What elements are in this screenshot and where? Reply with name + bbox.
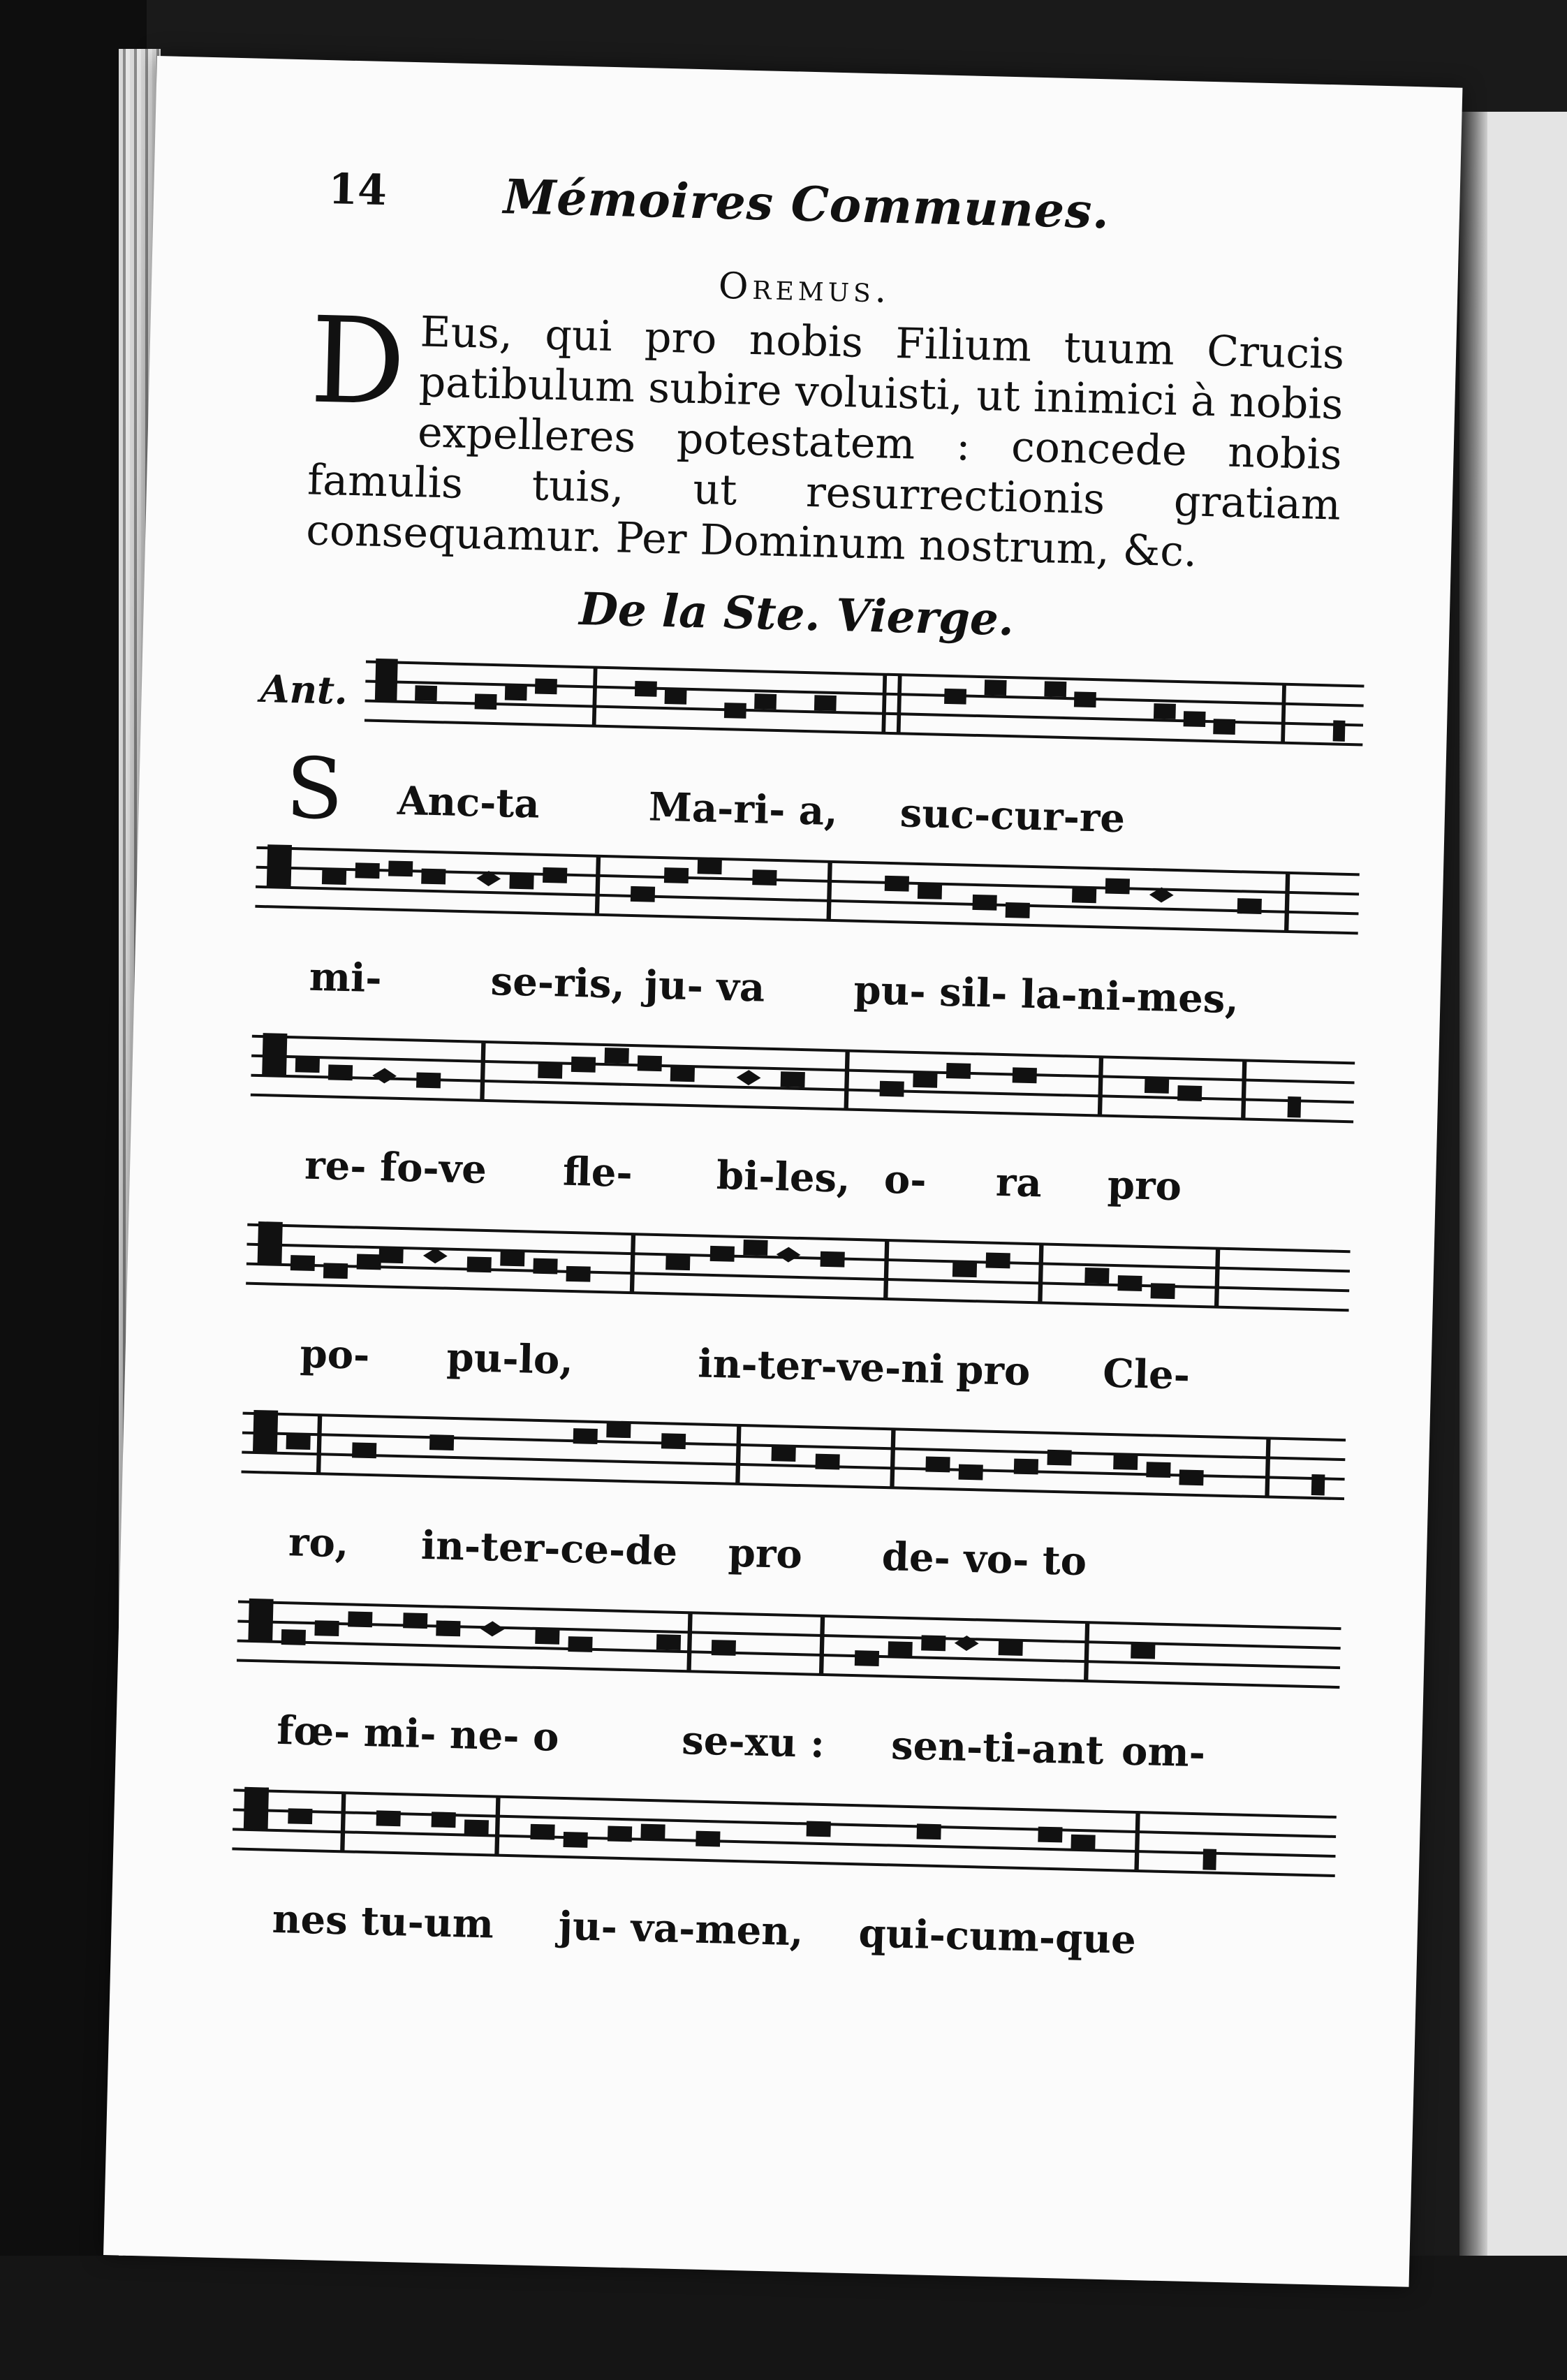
lyric-syllable: se-ris, xyxy=(490,958,626,1008)
lyric-syllable: ju- va-men, xyxy=(557,1902,804,1955)
chant-system-3 xyxy=(248,1029,1355,1224)
music-staff xyxy=(250,1029,1355,1133)
chant-system-6 xyxy=(234,1594,1341,1789)
prayer-text: Eus, qui pro nobis Filium tuum Crucis patibulum subire voluisti, ut inimici à nobis expelleres potestatem : concede nobis famulis tuis, ut resurrectionis gratiam consequamur. Per Dominum nostrum, &c. xyxy=(305,307,1345,577)
chant-system-2 xyxy=(253,841,1360,1036)
initial-letter: S xyxy=(284,740,345,839)
lyric-syllable: nes tu-um xyxy=(272,1895,494,1948)
lyric-syllable: in-ter-ce-de xyxy=(420,1522,678,1575)
lyric-syllable: fle- xyxy=(562,1148,633,1197)
music-staff xyxy=(237,1594,1341,1698)
lyric-syllable: se-xu : xyxy=(681,1717,825,1768)
lyric-syllable: pro xyxy=(1107,1161,1182,1210)
chant-system-5 xyxy=(239,1406,1346,1601)
drop-cap: D xyxy=(308,291,408,432)
facing-page xyxy=(1459,112,1567,2291)
page-header xyxy=(153,161,1460,256)
music-staff xyxy=(241,1406,1346,1511)
lyric-syllable: ro, xyxy=(288,1519,350,1567)
lyric-syllable: mi- xyxy=(309,953,383,1002)
lyric-syllable: pro xyxy=(728,1529,803,1578)
lyrics-line-2 xyxy=(253,953,1357,1029)
lyrics-line-3 xyxy=(248,1141,1352,1217)
chant-system-1 xyxy=(257,652,1364,861)
chant-system-4 xyxy=(244,1218,1351,1413)
lyric-syllable: pro xyxy=(955,1346,1031,1395)
lyric-syllable: de- vo- to xyxy=(881,1534,1087,1585)
lyric-syllable: pu- sil- la-ni-mes, xyxy=(853,967,1239,1023)
lyric-syllable: pu-lo, xyxy=(446,1334,574,1384)
music-staff xyxy=(364,655,1364,756)
section-heading: De la Ste. Vierge. xyxy=(578,583,1015,647)
lyric-syllable: ra xyxy=(995,1159,1043,1207)
lyric-syllable: Anc-ta xyxy=(397,777,540,828)
lyric-syllable: sen-ti-ant xyxy=(890,1722,1105,1774)
chant-system-7 xyxy=(230,1783,1337,1978)
prayer-text-block xyxy=(305,291,1345,581)
lyric-syllable: qui-cum-que xyxy=(858,1910,1137,1964)
lyric-syllable: ju- va xyxy=(643,962,766,1011)
lyric-syllable: re- fo-ve xyxy=(304,1142,487,1193)
prayer-heading: Oremus. xyxy=(718,265,892,311)
lyric-syllable: om- xyxy=(1121,1728,1206,1777)
book-page xyxy=(103,56,1462,2287)
antiphon-label: Ant. xyxy=(260,666,348,713)
lyric-syllable: suc-cur-re xyxy=(899,790,1126,842)
page-number: 14 xyxy=(328,165,388,216)
lyric-syllable: po- xyxy=(299,1330,371,1379)
lyrics-line-7 xyxy=(230,1895,1334,1971)
lyric-syllable: bi-les, xyxy=(716,1152,851,1202)
lyrics-line-1 xyxy=(257,774,1361,851)
lyric-syllable: o- xyxy=(883,1156,927,1204)
lyrics-line-4 xyxy=(244,1330,1348,1406)
lyrics-line-6 xyxy=(235,1706,1339,1782)
lyric-syllable: Cle- xyxy=(1102,1350,1191,1399)
music-staff xyxy=(232,1783,1337,1887)
running-title: Mémoires Communes. xyxy=(503,169,1111,240)
lyrics-line-5 xyxy=(239,1518,1343,1594)
lyric-syllable: fœ- mi- ne- o xyxy=(276,1707,560,1761)
music-staff xyxy=(246,1218,1351,1322)
lyric-syllable: Ma-ri- a, xyxy=(648,784,839,835)
lyric-syllable: in-ter-ve-ni xyxy=(697,1340,946,1393)
